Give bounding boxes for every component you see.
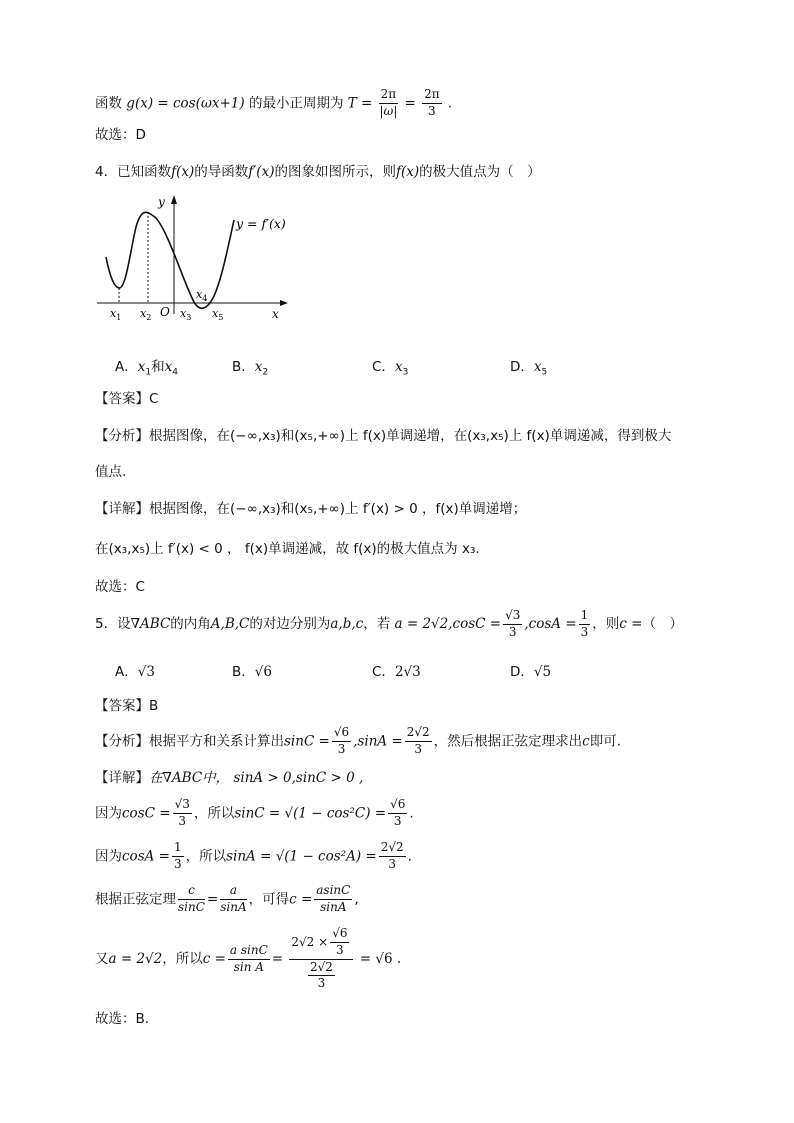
q5-detail-line2: [95, 798, 414, 829]
x1-label: [110, 307, 121, 322]
q5-detail-line5: [95, 927, 401, 991]
var: x: [212, 307, 219, 320]
text: （ ）: [642, 616, 683, 632]
choice-value: 2√3: [394, 664, 421, 680]
numerator: 2√2: [405, 726, 432, 742]
text: ，所以: [193, 805, 235, 822]
derivative-graph: [92, 192, 302, 327]
subscript: 2: [146, 313, 152, 322]
fraction: [379, 88, 399, 119]
denominator: 3: [508, 624, 517, 639]
origin-label: O: [160, 305, 170, 319]
compound-fraction: [289, 927, 353, 991]
text: 因为: [95, 805, 122, 822]
x5-label: [212, 307, 223, 322]
choice-value: √3: [137, 664, 155, 680]
formula: 2√2 ×: [291, 934, 329, 949]
choice-value: √6: [254, 664, 272, 680]
choice-letter: C．: [372, 359, 395, 375]
subscript: 3: [402, 367, 409, 378]
denominator: 3: [178, 813, 187, 828]
formula: c =: [619, 616, 643, 632]
formula: a = 2√2,cosC =: [394, 616, 502, 632]
denominator: |ω|: [379, 103, 398, 118]
denominator: sinA: [220, 899, 247, 914]
numerator: 2√2: [379, 841, 406, 857]
q5-choose: 故选：B.: [95, 1011, 150, 1027]
denominator: 3: [388, 856, 396, 871]
q5-answer: [95, 700, 158, 714]
y-axis-arrow: [171, 195, 177, 204]
text: 的极大值点为（ ）: [419, 164, 541, 180]
formula: f(x): [171, 164, 195, 180]
text: 根据图像，在(−∞,x₃)和(x₅,+∞)上 f′(x) > 0 ，f(x)单调递增；: [149, 501, 527, 517]
text: 5．设: [95, 616, 131, 632]
numerator: a: [220, 884, 246, 900]
formula: ,cosA =: [524, 616, 577, 632]
denominator: 3: [336, 942, 344, 957]
formula: = √6 .: [359, 951, 402, 968]
text: 根据正弦定理: [95, 891, 176, 908]
subscript: 5: [541, 367, 548, 378]
text: 又: [95, 951, 109, 968]
x4-label: [196, 288, 207, 303]
choice-letter: A．: [115, 664, 138, 680]
fraction: [178, 884, 205, 915]
text: 根据平方和关系计算出: [149, 733, 284, 750]
q4-detail-line2: 在(x₃,x₅)上 f′(x) < 0 ， f(x)单调递减，故 f(x)的极大值点为 x₃.: [95, 541, 480, 557]
formula: =: [404, 95, 416, 112]
formula: sinC = √(1 − cos²C) =: [234, 805, 387, 822]
denominator: sinA: [320, 899, 347, 914]
numerator: √3: [173, 798, 192, 814]
q5-analysis: [95, 726, 621, 757]
choice-a[interactable]: [115, 355, 178, 378]
q4-analysis-line1: [95, 430, 671, 444]
text: .: [407, 848, 412, 865]
var: x: [394, 359, 403, 375]
var: x: [137, 359, 146, 375]
formula: sinC =: [284, 733, 330, 750]
denominator: 3: [173, 856, 182, 871]
fraction: [503, 609, 522, 640]
text: .: [409, 805, 414, 822]
numerator: asinC: [314, 884, 352, 900]
fraction: [405, 726, 432, 757]
var: x: [110, 307, 117, 320]
choice-c[interactable]: [372, 660, 421, 680]
fraction: [308, 961, 335, 992]
text: 函数: [95, 95, 122, 112]
denominator: sinC: [178, 899, 205, 914]
q5-detail-line3: [95, 841, 412, 872]
question-5-stem: [95, 608, 683, 640]
text: 和: [151, 359, 165, 375]
x-label: x: [272, 307, 279, 321]
formula: ∇ABC: [130, 616, 171, 632]
text: ，若: [363, 616, 391, 632]
formula: f′(x): [248, 164, 275, 180]
formula: c: [582, 733, 590, 750]
subscript: 3: [186, 313, 192, 322]
numerator: [289, 927, 353, 960]
q4-choose: 故选：C: [95, 579, 145, 595]
formula: =: [271, 951, 284, 968]
denominator: 3: [580, 624, 589, 639]
y-label: y: [158, 195, 165, 209]
question-4-stem: [95, 166, 541, 180]
answer-value: B: [149, 698, 159, 714]
period-line: [95, 88, 452, 119]
x2-label: [140, 307, 151, 322]
text: 即可.: [589, 733, 622, 750]
formula: g(x) = cos(ωx+1): [126, 95, 245, 112]
x-axis-arrow: [280, 300, 288, 306]
denominator: sin A: [233, 959, 264, 974]
fraction: [314, 884, 352, 915]
formula: sinA = √(1 − cos²A) =: [226, 848, 377, 865]
text: 的最小正周期为: [248, 95, 344, 112]
choice-b[interactable]: [232, 355, 268, 378]
q5-detail-line1: [95, 772, 363, 786]
fraction: [332, 726, 351, 757]
denominator: 3: [393, 813, 402, 828]
var: x: [533, 359, 542, 375]
text: ，所以: [162, 951, 203, 968]
derivative-curve: [106, 212, 234, 308]
choice-letter: C．: [372, 664, 395, 680]
choice-letter: D．: [510, 664, 534, 680]
denominator: 3: [414, 741, 423, 756]
subscript: 1: [116, 313, 122, 322]
subscript: 4: [172, 367, 178, 378]
numerator: √6: [388, 798, 407, 814]
formula: a = 2√2: [108, 951, 163, 968]
answer-tag: 【答案】: [95, 391, 149, 407]
q5-detail-line4: [95, 884, 359, 915]
formula: 在∇ABC中， sinA > 0,sinC > 0 ,: [149, 770, 364, 786]
curve-label: y = f′(x): [236, 216, 286, 231]
formula: cosC =: [122, 805, 171, 822]
detail-tag: 【详解】: [95, 770, 149, 786]
fraction: [172, 841, 184, 872]
text: 因为: [95, 848, 122, 865]
text: ，可得: [248, 891, 290, 908]
choice-b[interactable]: [232, 660, 272, 680]
text: 4．已知函数: [95, 164, 172, 180]
var: x: [164, 359, 173, 375]
formula: A,B,C: [210, 616, 250, 632]
fraction: [228, 944, 270, 975]
subscript: 1: [145, 367, 152, 378]
fraction: [379, 841, 406, 872]
numerator: 2√2: [308, 961, 335, 977]
text: 的内角: [170, 616, 211, 632]
numerator: 1: [172, 841, 184, 857]
fraction: [422, 88, 442, 119]
fraction: [330, 927, 349, 958]
text: ，然后根据正弦定理求出: [433, 733, 583, 750]
formula: ,sinA =: [353, 733, 403, 750]
var: x: [140, 307, 147, 320]
answer-value: C: [149, 391, 159, 407]
choice-c[interactable]: [372, 355, 408, 378]
numerator: a sinC: [228, 944, 270, 960]
formula: a,b,c: [330, 616, 364, 632]
detail-tag: 【详解】: [95, 501, 149, 517]
formula: c =: [289, 891, 313, 908]
choice-a[interactable]: [115, 660, 155, 680]
q4-analysis-line2: 值点.: [95, 464, 127, 480]
var: x: [254, 359, 263, 375]
analysis-tag: 【分析】: [95, 428, 149, 444]
text: ，则: [592, 616, 620, 632]
numerator: 1: [579, 609, 591, 625]
choice-value: √5: [533, 664, 552, 680]
fraction: [388, 798, 407, 829]
var: x: [180, 307, 187, 320]
text: 的导函数: [194, 164, 249, 180]
numerator: √6: [332, 726, 351, 742]
denominator: [289, 960, 353, 992]
fraction: [173, 798, 192, 829]
text: 的对边分别为: [249, 616, 331, 632]
formula: cosA =: [122, 848, 170, 865]
answer-tag: 【答案】: [95, 698, 149, 714]
x3-label: [180, 307, 191, 322]
formula: T =: [347, 95, 373, 112]
text: 根据图像，在(−∞,x₃)和(x₅,+∞)上 f(x)单调递增，在(x₃,x₅)上 f(x)单调递减，得到极大: [149, 428, 672, 444]
text: .: [447, 95, 453, 112]
text: 的图象如图所示，则: [274, 164, 396, 180]
numerator: √6: [330, 927, 349, 943]
var: x: [196, 288, 203, 301]
choose-line: 故选：D: [95, 127, 146, 143]
choice-d[interactable]: [510, 660, 551, 680]
choice-letter: A．: [115, 359, 138, 375]
q4-answer: [95, 393, 158, 407]
fraction: [220, 884, 246, 915]
numerator: √3: [503, 609, 522, 625]
choice-letter: B．: [232, 359, 255, 375]
formula: f(x): [395, 164, 420, 180]
denominator: 3: [337, 741, 346, 756]
numerator: 2π: [422, 88, 442, 104]
subscript: 5: [218, 313, 224, 322]
analysis-tag: 【分析】: [95, 733, 149, 750]
text: ,: [354, 891, 359, 908]
choice-d[interactable]: [510, 355, 547, 378]
subscript: 4: [202, 294, 208, 303]
denominator: 3: [428, 103, 436, 118]
numerator: 2π: [379, 88, 399, 104]
formula: =: [206, 891, 219, 908]
choice-letter: B．: [232, 664, 255, 680]
subscript: 2: [262, 367, 269, 378]
denominator: 3: [317, 976, 326, 991]
fraction: [579, 609, 591, 640]
choice-letter: D．: [510, 359, 534, 375]
numerator: c: [178, 884, 205, 900]
q4-detail-line1: [95, 503, 526, 517]
formula: c =: [202, 951, 226, 968]
text: ，所以: [185, 848, 227, 865]
